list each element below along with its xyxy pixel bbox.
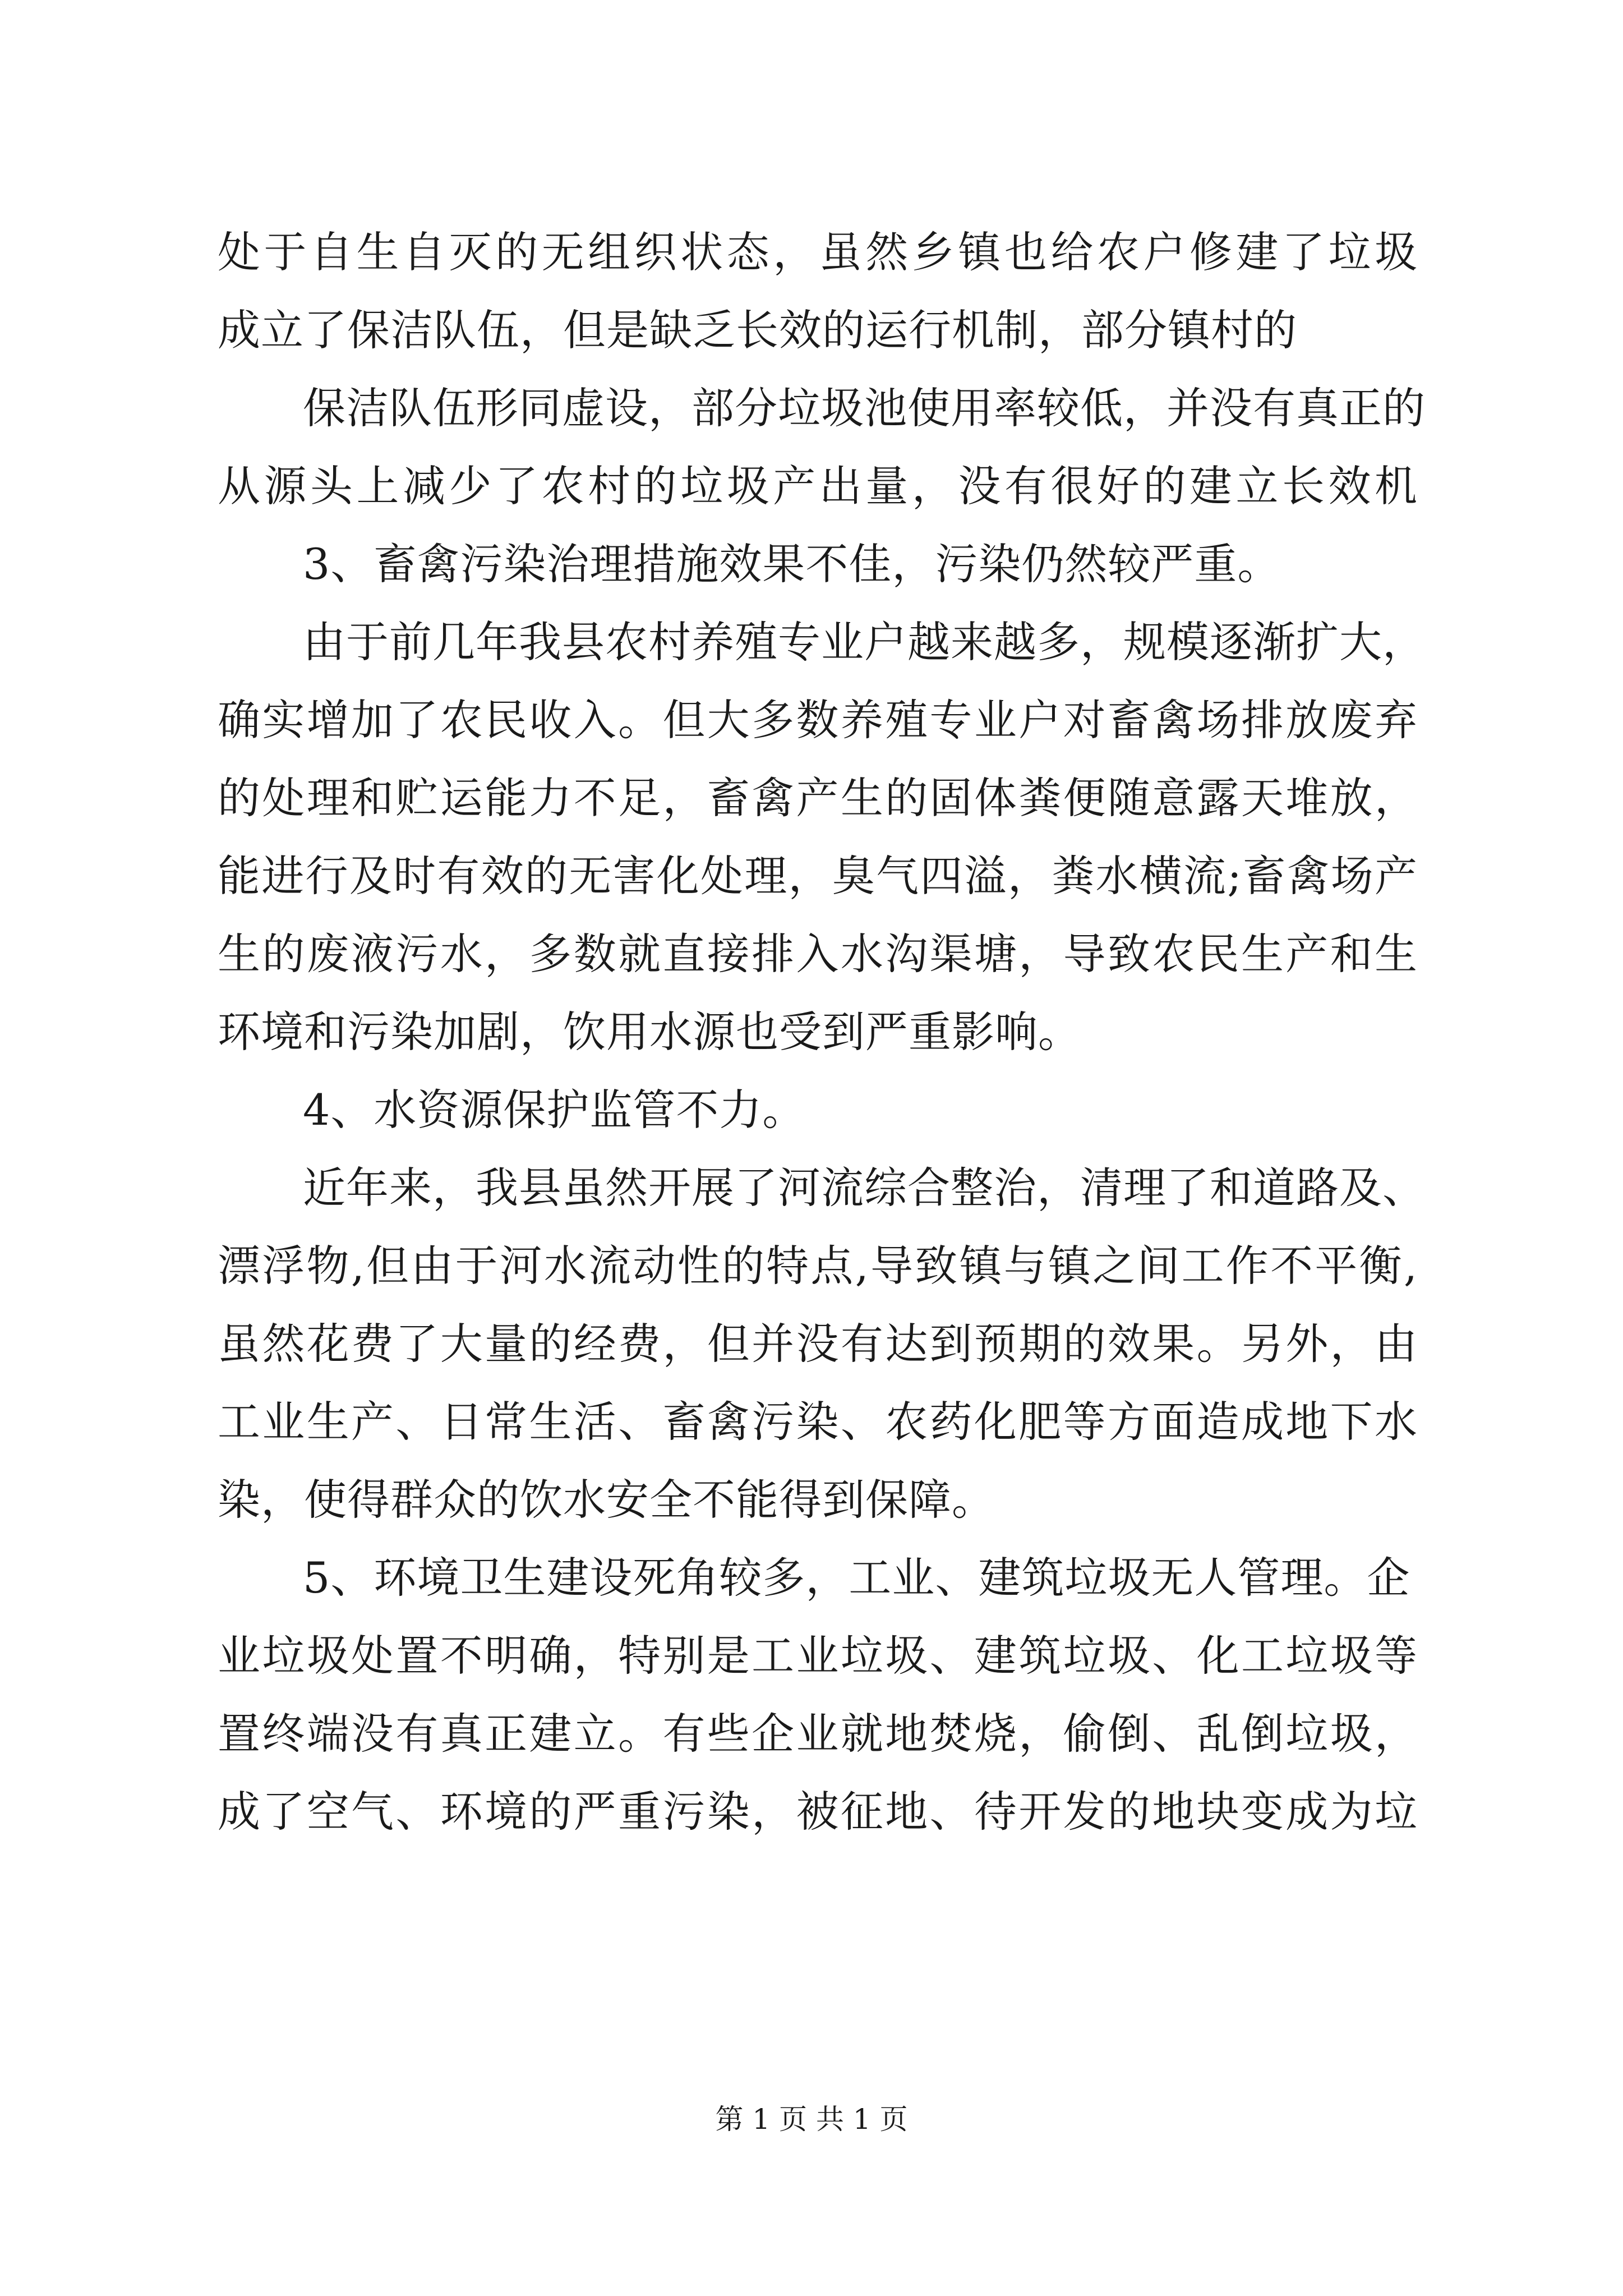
text-line: 成立了保洁队伍，但是缺乏长效的运行机制，部分镇村的 [218,305,1297,355]
text-line: 4、水资源保护监管不力。 [303,1085,806,1135]
text-line: 虽然花费了大量的经费，但并没有达到预期的效果。另外，由 [218,1319,1418,1369]
text-line: 由于前几年我县农村养殖专业户越来越多，规模逐渐扩大， [303,617,1426,667]
text-line: 漂浮物,但由于河水流动性的特点,导致镇与镇之间工作不平衡, [218,1241,1418,1291]
text-line: 业垃圾处置不明确，特别是工业垃圾、建筑垃圾、化工垃圾等 [218,1631,1418,1681]
text-line: 近年来，我县虽然开展了河流综合整治，清理了和道路及、 [303,1163,1426,1213]
text-line: 置终端没有真正建立。有些企业就地焚烧，偷倒、乱倒垃圾， [218,1709,1418,1759]
text-line: 从源头上减少了农村的垃圾产出量，没有很好的建立长效机 [218,461,1418,511]
text-line: 环境和污染加剧，饮用水源也受到严重影响。 [218,1007,1081,1057]
text-line: 生的废液污水，多数就直接排入水沟渠塘，导致农民生产和生 [218,929,1418,979]
text-line: 处于自生自灭的无组织状态，虽然乡镇也给农户修建了垃圾 [218,227,1418,277]
page-footer: 第 1 页 共 1 页 [715,2103,908,2136]
text-line: 工业生产、日常生活、畜禽污染、农药化肥等方面造成地下水 [218,1397,1418,1447]
text-line: 能进行及时有效的无害化处理，臭气四溢，粪水横流;畜禽场产 [218,851,1418,901]
text-line: 确实增加了农民收入。但大多数养殖专业户对畜禽场排放废弃 [218,695,1418,745]
text-line: 的处理和贮运能力不足，畜禽产生的固体粪便随意露天堆放， [218,773,1418,823]
text-line: 5、环境卫生建设死角较多，工业、建筑垃圾无人管理。企 [303,1553,1410,1603]
text-line: 3、畜禽污染治理措施效果不佳，污染仍然较严重。 [303,539,1281,589]
text-line: 保洁队伍形同虚设，部分垃圾池使用率较低，并没有真正的 [303,383,1426,433]
text-line: 成了空气、环境的严重污染，被征地、待开发的地块变成为垃 [218,1787,1418,1837]
text-line: 染，使得群众的饮水安全不能得到保障。 [218,1475,995,1525]
document-body [218,213,1426,1851]
